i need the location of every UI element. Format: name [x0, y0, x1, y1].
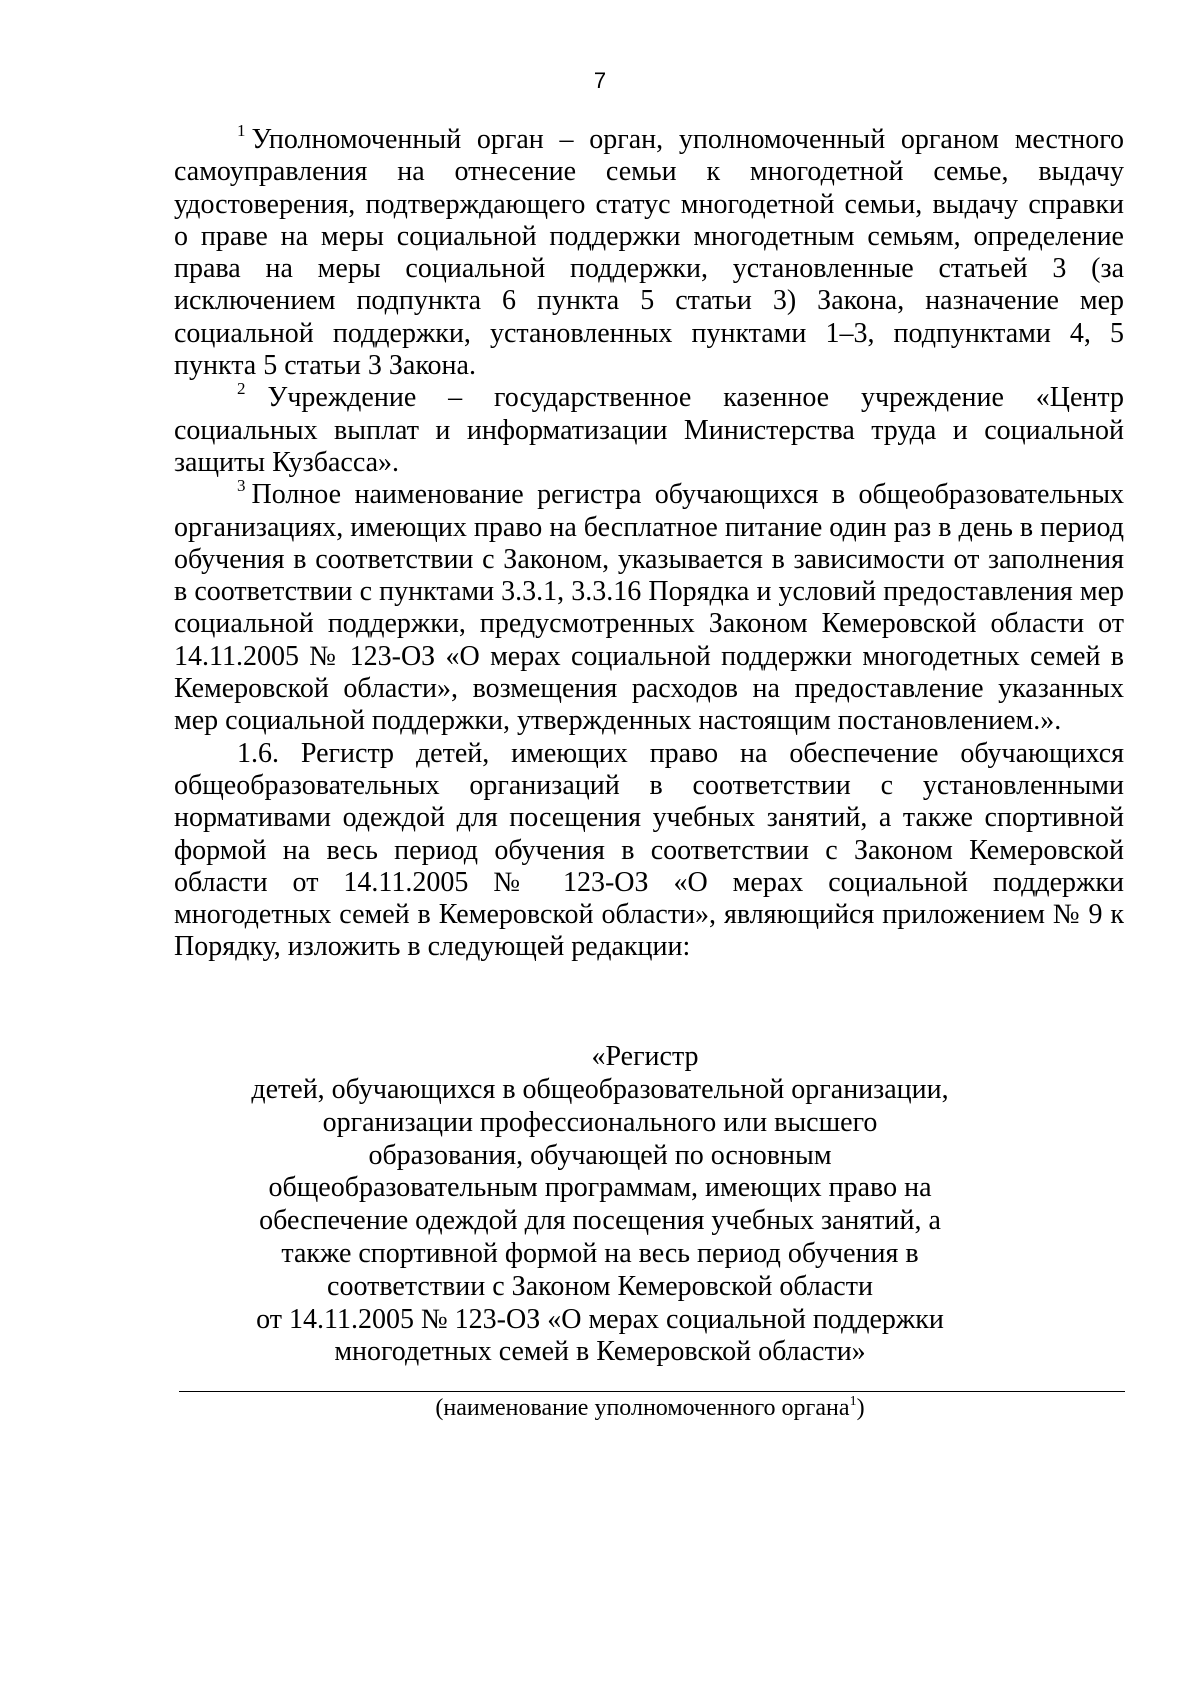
- organ-name-field-line: [179, 1391, 1125, 1392]
- register-heading-line: общеобразовательным программам, имеющих право на: [268, 1172, 932, 1204]
- footnote-text: Учреждение – государственное казенное учреждение «Центр социальных выплат и информатизации Министерства труда и социальной защиты Кузбасса».: [174, 382, 1124, 478]
- register-heading-line: соответствии с Законом Кемеровской области: [327, 1270, 873, 1302]
- register-heading-line: детей, обучающихся в общеобразовательной организации,: [251, 1074, 949, 1105]
- register-heading-line: многодетных семей в Кемеровской области»: [334, 1336, 866, 1368]
- register-heading-line: организации профессионального или высшего: [322, 1106, 878, 1138]
- footnote-text: Полное наименование регистра обучающихся в общеобразовательных организациях, имеющих право на бесплатное питание один раз в день в период обучения в соответствии с Законом, указывается в зависимости от заполнения в соответствии с пунктами 3.3.1, 3.3.16 Порядка и условий предоставления мер социальной поддержки, предусмотренных Законом Кемеровской области от 14.11.2005 № 123-ОЗ «О мерах социальной поддержки многодетных семей в Кемеровской области», возмещения расходов на предоставление указанных мер социальной поддержки, утвержденных настоящим постановлением.».: [174, 479, 1124, 737]
- register-heading-line: от 14.11.2005 № 123-ОЗ «О мерах социальной поддержки: [256, 1303, 944, 1335]
- page-number: 7: [593, 68, 607, 93]
- footnote-mark: 3: [237, 476, 246, 496]
- organ-caption-end: ): [856, 1395, 865, 1421]
- footnote-1: [174, 121, 1124, 382]
- footnote-mark: 2: [237, 379, 246, 399]
- register-heading: [0, 1074, 1200, 1369]
- document-body: [174, 121, 1124, 964]
- organ-caption-text: (наименование уполномоченного органа: [435, 1395, 850, 1421]
- footnote-mark: 1: [237, 121, 246, 140]
- register-title: «Регистр: [591, 1041, 699, 1072]
- register-heading-line: образования, обучающей по основным: [368, 1139, 832, 1171]
- footnote-3: [174, 476, 1124, 737]
- footnote-text: Уполномоченный орган – орган, уполномоченный органом местного самоуправления на отнесение семьи к многодетной семье, выдачу удостоверения, подтверждающего статус многодетной семьи, выдачу справки о праве на меры социальной поддержки многодетным семьям, определение права на меры социальной поддержки, установленные статьей 3 (за исключением подпункта 6 пункта 5 статьи 3) Закона, назначение мер социальной поддержки, установленных пунктами 1–3, подпунктами 4, 5 пункта 5 статьи 3 Закона.: [174, 124, 1124, 382]
- footnote-2: [174, 379, 1124, 479]
- register-heading-line: обеспечение одеждой для посещения учебных занятий, а: [259, 1205, 941, 1237]
- clause-1-6: 1.6. Регистр детей, имеющих право на обеспечение обучающихся общеобразовательных организаций в соответствии с установленными нормативами одеждой для посещения учебных занятий, а также спортивной формой на весь период обучения в соответствии с Законом Кемеровской области от 14.11.2005 № 123-ОЗ «О мерах социальной поддержки многодетных семей в Кемеровской области», являющийся приложением № 9 к Порядку, изложить в следующей редакции:: [174, 737, 1124, 963]
- organ-name-caption: [0, 1394, 1200, 1422]
- organ-caption-mark: 1: [849, 1394, 857, 1409]
- register-heading-line: также спортивной формой на весь период обучения в: [281, 1237, 919, 1269]
